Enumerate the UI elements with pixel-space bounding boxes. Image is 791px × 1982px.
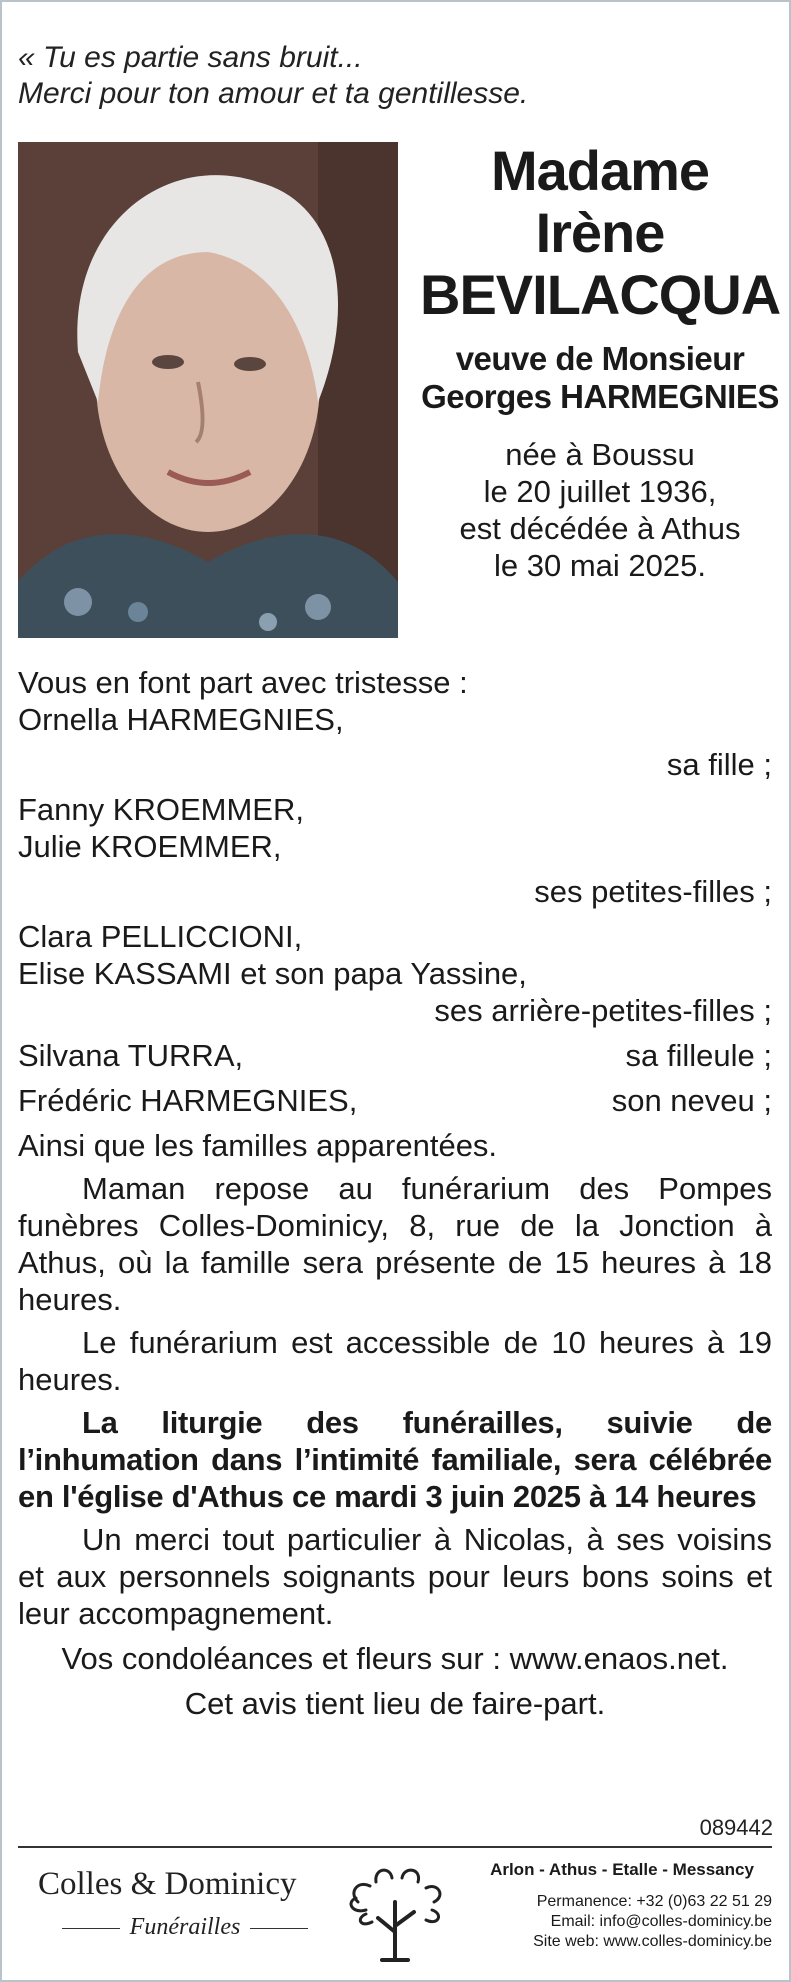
daughter-name: Ornella HARMEGNIES, [18, 702, 344, 737]
granddaughter-2: Julie KROEMMER, [18, 829, 282, 864]
access-hours-paragraph: Le funérarium est accessible de 10 heures à 19 heures. [18, 1325, 772, 1397]
granddaughter-1: Fanny KROEMMER, [18, 792, 304, 827]
funerarium-paragraph: Maman repose au funérarium des Pompes funèbres Colles-Dominicy, 8, rue de la Jonction à Athus, où la famille sera présente de 15 heures à 18 heures. [18, 1171, 772, 1317]
birth-death-info [420, 436, 780, 584]
daughter-relation: sa fille ; [666, 747, 772, 782]
widow-line-2: Georges HARMEGNIES [421, 378, 779, 415]
quote-line-1: « Tu es partie sans bruit... [18, 41, 363, 74]
email-line[interactable]: Email: info@colles-dominicy.be [550, 1913, 772, 1930]
divider-left [62, 1928, 120, 1929]
goddaughter-name: Silvana TURRA, [18, 1038, 244, 1073]
related-families: Ainsi que les familles apparentées. [18, 1128, 498, 1163]
widow-of [420, 340, 780, 416]
great-granddaughters-relation: ses arrière-petites-filles ; [434, 993, 772, 1028]
nephew-relation: son neveu ; [611, 1083, 772, 1118]
divider-right [250, 1928, 308, 1929]
quote-line-2: Merci pour ton amour et ta gentillesse. [18, 77, 529, 110]
goddaughter-relation: sa filleule ; [625, 1038, 772, 1073]
born-place: née à Boussu [505, 437, 695, 472]
notice-body [18, 664, 772, 1722]
granddaughters-relation: ses petites-filles ; [534, 874, 772, 909]
family-intro: Vous en font part avec tristesse : [18, 665, 468, 700]
deceased-last-name: BEVILACQUA [420, 263, 781, 326]
funeral-home-footer [18, 1854, 772, 1964]
condolences-line: Vos condoléances et fleurs sur : www.enaos.net. [61, 1641, 729, 1676]
died-place: est décédée à Athus [459, 511, 741, 546]
deceased-title: Madame [490, 139, 710, 202]
goddaughter-row [18, 1037, 772, 1074]
reference-number: 089442 [699, 1815, 773, 1840]
great-granddaughter-1: Clara PELLICCIONI, [18, 919, 303, 954]
footer-divider [18, 1846, 772, 1848]
deceased-first-name: Irène [535, 201, 665, 264]
portrait-illustration [18, 142, 398, 638]
brand-subtitle-row [40, 1914, 330, 1941]
notice-line: Cet avis tient lieu de faire-part. [184, 1686, 606, 1721]
died-date: le 30 mai 2025. [494, 548, 706, 583]
portrait-photo [18, 142, 398, 638]
branch-towns: Arlon - Athus - Etalle - Messancy [490, 1860, 754, 1879]
thanks-paragraph: Un merci tout particulier à Nicolas, à ses voisins et aux personnels soignants pour leurs bons soins et leur accompagnement. [18, 1522, 772, 1631]
nephew-row [18, 1082, 772, 1119]
born-date: le 20 juillet 1936, [483, 474, 717, 509]
deceased-header [420, 140, 780, 584]
nephew-name: Frédéric HARMEGNIES, [18, 1083, 358, 1118]
brand-name: Colles & Dominicy [38, 1866, 297, 1902]
liturgy-paragraph: La liturgie des funérailles, suivie de l’inhumation dans l’intimité familiale, sera célébrée en l'église d'Athus ce mardi 3 juin 2025 à 14 heures [18, 1405, 772, 1514]
great-granddaughter-2: Elise KASSAMI et son papa Yassine, [18, 956, 527, 991]
brand-subtitle: Funérailles [129, 1914, 241, 1940]
phone-line: Permanence: +32 (0)63 22 51 29 [536, 1893, 772, 1910]
opening-quote [18, 40, 528, 112]
tree-icon [338, 1862, 453, 1962]
widow-line-1: veuve de Monsieur [455, 340, 745, 377]
website-line[interactable]: Site web: www.colles-dominicy.be [533, 1933, 772, 1950]
contact-block [472, 1860, 772, 1952]
